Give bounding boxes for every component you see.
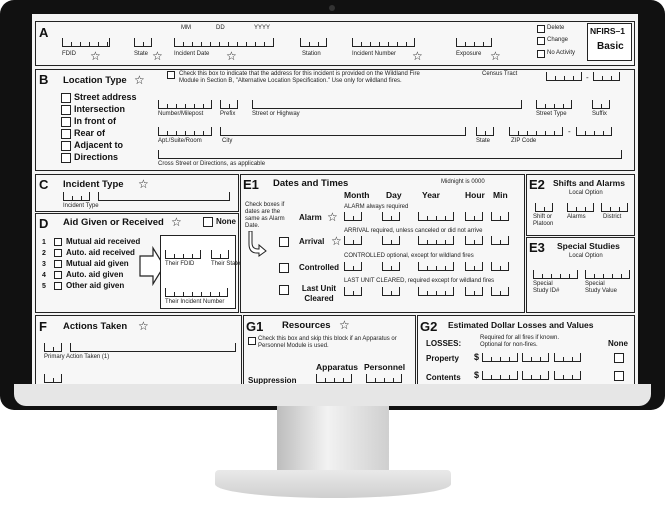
block-letter-b: B [39,72,49,87]
section-d [35,213,239,313]
alarm-note: ALARM always required [344,204,409,210]
losses-none-label: None [608,339,628,348]
section-g1 [243,315,416,384]
contents-none-checkbox[interactable] [614,371,624,381]
prefix-label: Prefix [220,111,236,117]
city-field[interactable] [220,127,466,136]
arrival-month-field[interactable] [344,236,362,245]
special-study-id-field[interactable] [533,270,578,279]
aid-none-label: None [216,217,236,226]
district-field[interactable] [601,203,628,212]
required-star-icon: ☆ [339,318,350,332]
special-local-option: Local Option [569,253,603,259]
suffix-label: Suffix [592,111,607,117]
special-study-value-label: Special Study Value [585,281,617,294]
controlled-label: Controlled [299,263,339,272]
mutual-aid-given-checkbox[interactable] [54,260,62,268]
dash-separator: - [568,127,571,136]
rear-of-checkbox[interactable] [61,129,71,139]
losses-note-1: Required for all fires if known. [480,335,560,341]
delete-label: Delete [547,25,565,31]
block-letter-c: C [39,177,49,192]
arrival-note: ARRIVAL required, unless canceled or did not arrive [344,228,483,234]
street-highway-field[interactable] [252,100,522,109]
section-e2 [526,174,635,236]
property-label: Property [426,354,459,363]
incident-date-label: Incident Date [174,51,210,57]
primary-action-label: Primary Action Taken (1) [44,354,110,360]
dd-label: DD [216,25,225,31]
required-star-icon: ☆ [134,73,145,87]
section-f [35,315,242,384]
cross-street-field[interactable] [158,150,622,159]
wildland-note-line-2: Module in Section B, "Alternative Location Specification." Use only for wildland fires. [179,78,402,84]
shift-platoon-field[interactable] [535,203,553,212]
contents-dollar-sign: $ [474,370,480,380]
property-loss-field-2[interactable] [522,353,549,362]
dollar-losses-title: Estimated Dollar Losses and Values [448,320,594,330]
cross-street-label: Cross Street or Directions, as applicable [158,161,266,167]
incident-number-label: Incident Number [352,51,397,57]
exposure-label: Exposure [456,51,482,57]
dash-separator: - [586,73,589,82]
mutual-aid-given-label: Mutual aid given [66,259,129,268]
last-unit-min-field[interactable] [491,287,509,296]
monitor-stand-base [215,470,451,498]
arrival-year-field[interactable] [418,236,454,245]
mutual-aid-received-checkbox[interactable] [54,238,62,246]
other-aid-given-checkbox[interactable] [54,282,62,290]
last-unit-month-field[interactable] [344,287,362,296]
other-aid-given-label: Other aid given [66,281,125,290]
required-star-icon: ☆ [490,49,501,63]
required-star-icon: ☆ [90,49,101,63]
block-letter-e3: E3 [529,240,545,255]
intersection-checkbox[interactable] [61,105,71,115]
location-type-rear-of: Rear of [74,128,106,138]
required-star-icon: ☆ [327,210,338,224]
arrival-same-date-checkbox[interactable] [279,237,289,247]
controlled-note: CONTROLLED optional, except for wildland fires [344,253,474,259]
contents-loss-field-1[interactable] [482,371,518,380]
alarm-year-field[interactable] [418,212,454,221]
controlled-year-field[interactable] [418,262,454,271]
alarm-month-field[interactable] [344,212,362,221]
their-state-field[interactable] [211,250,229,259]
location-type-in-front-of: In front of [74,116,116,126]
prefix-field[interactable] [220,100,238,109]
aid-num-1: 1 [42,239,46,246]
last-unit-note: LAST UNIT CLEARED, required except for wildland fires [344,278,495,284]
city-label: City [222,138,233,144]
aid-given-title: Aid Given or Received [63,217,164,228]
actions-taken-title: Actions Taken [63,321,128,332]
special-studies-title: Special Studies [557,241,620,251]
suffix-field[interactable] [592,100,610,109]
alarm-min-field[interactable] [491,212,509,221]
section-g2 [417,315,635,384]
change-checkbox[interactable] [537,37,545,45]
incident-type-title: Incident Type [63,179,124,190]
shifts-alarms-title: Shifts and Alarms [553,178,625,188]
aid-num-5: 5 [42,283,46,290]
losses-label: LOSSES: [426,339,462,348]
contents-loss-field-2[interactable] [522,371,549,380]
section-c [35,174,239,212]
aid-num-4: 4 [42,272,46,279]
dates-times-title: Dates and Times [273,178,349,189]
auto-aid-given-checkbox[interactable] [54,271,62,279]
form-id-box [587,23,632,61]
fdid-field[interactable] [62,38,110,47]
station-label: Station [302,51,321,57]
auto-aid-given-label: Auto. aid given [66,270,124,279]
personnel-col: Personnel [364,362,406,372]
delete-checkbox[interactable] [537,25,545,33]
contents-loss-field-3[interactable] [554,371,581,380]
state-b-field[interactable] [476,127,494,136]
last-unit-day-field[interactable] [382,287,400,296]
their-fdid-label: Their FDID [165,261,195,267]
special-study-value-field[interactable] [585,270,630,279]
controlled-day-field[interactable] [382,262,400,271]
auto-aid-received-label: Auto. aid received [66,248,135,257]
required-star-icon: ☆ [226,49,237,63]
zip-extension-field[interactable] [576,127,612,136]
state-b-label: State [476,138,491,144]
street-address-checkbox[interactable] [61,93,71,103]
midnight-note: Midnight is 0000 [441,179,485,185]
no-activity-label: No Activity [547,50,576,56]
shift-platoon-label: Shift or Platoon [533,214,554,227]
required-star-icon: ☆ [171,215,182,229]
street-type-field[interactable] [536,100,572,109]
alarm-label: Alarm [299,213,322,222]
block-letter-d: D [39,216,49,231]
their-state-label: Their State [211,261,241,267]
losses-note-2: Optional for non-fires. [480,342,538,348]
census-tract-field-2[interactable] [593,72,620,81]
special-study-id-label: Special Study ID# [533,281,560,294]
their-incident-number-label: Their Incident Number [165,299,225,305]
alarms-label: Alarms [567,214,586,220]
alarm-day-field[interactable] [382,212,400,221]
controlled-min-field[interactable] [491,262,509,271]
aid-none-checkbox[interactable] [203,217,213,227]
exposure-field[interactable] [456,38,492,47]
block-letter-f: F [39,319,47,334]
property-loss-field-1[interactable] [482,353,518,362]
aid-num-2: 2 [42,250,46,257]
alarm-hour-field[interactable] [465,212,483,221]
section-b [35,69,635,171]
col-month: Month [344,190,370,200]
curved-arrow-icon [247,231,267,257]
controlled-same-date-checkbox[interactable] [279,263,289,273]
required-star-icon: ☆ [138,177,149,191]
location-type-street-address: Street address [74,92,137,102]
zip-code-label: ZIP Code [511,138,537,144]
census-tract-label: Census Tract [482,71,518,77]
resources-title: Resources [282,320,331,331]
station-field[interactable] [300,38,327,47]
suppression-personnel-field[interactable] [366,374,402,383]
col-day: Day [386,190,402,200]
monitor-stand-neck [277,406,389,472]
apt-suite-label: Apt./Suite/Room [158,138,202,144]
adjacent-to-checkbox[interactable] [61,141,71,151]
last-unit-year-field[interactable] [418,287,454,296]
required-star-icon: ☆ [331,234,342,248]
property-none-checkbox[interactable] [614,353,624,363]
contents-label: Contents [426,373,461,382]
change-label: Change [547,37,569,43]
property-dollar-sign: $ [474,352,480,362]
required-star-icon: ☆ [152,49,163,63]
block-letter-g2: G2 [420,319,438,334]
block-letter-a: A [39,25,49,40]
yyyy-label: YYYY [254,25,271,31]
block-letter-e1: E1 [243,177,259,192]
required-star-icon: ☆ [138,319,149,333]
location-type-title: Location Type [63,75,127,86]
arrival-day-field[interactable] [382,236,400,245]
wildland-note-line-1: Check this box to indicate that the address for this incident is provided on the Wildland Fire [179,71,420,77]
street-type-label: Street Type [536,111,567,117]
location-type-adjacent-to: Adjacent to [74,140,124,150]
auto-aid-received-checkbox[interactable] [54,249,62,257]
number-milepost-field[interactable] [158,100,212,109]
wildland-address-checkbox[interactable] [167,71,175,79]
state-field[interactable] [134,38,152,47]
last-unit-hour-field[interactable] [465,287,483,296]
col-hour: Hour [465,190,485,200]
section-e3 [526,237,635,313]
aid-num-3: 3 [42,261,46,268]
directions-checkbox[interactable] [61,153,71,163]
their-fdid-field[interactable] [165,250,201,259]
arrival-min-field[interactable] [491,236,509,245]
suppression-apparatus-field[interactable] [316,374,352,383]
property-loss-field-3[interactable] [554,353,581,362]
skip-resources-checkbox[interactable] [248,337,256,345]
mutual-aid-received-label: Mutual aid received [66,237,141,246]
fdid-label: FDID [62,51,76,57]
section-a [35,21,635,66]
their-info-box [160,235,241,309]
zip-code-field[interactable] [509,127,563,136]
form-id: NFIRS–1 [590,26,625,36]
arrival-hour-field[interactable] [465,236,483,245]
apt-suite-field[interactable] [158,127,212,136]
skip-resources-note: Check this box and skip this block if an Apparatus or Personnel Module is used. [258,336,397,349]
nfirs-form-screen [32,14,638,384]
last-unit-same-date-checkbox[interactable] [279,285,289,295]
arrival-label: Arrival [299,237,325,246]
section-e1 [240,174,525,313]
primary-action-code-field[interactable] [44,343,62,352]
monitor-chin [14,384,651,406]
shifts-local-option: Local Option [569,190,603,196]
census-tract-field-1[interactable] [546,72,582,81]
district-label: District [603,214,622,220]
apparatus-col: Apparatus [316,362,359,372]
col-min: Min [493,190,508,200]
state-label: State [134,51,149,57]
additional-action-code-field[interactable] [44,374,62,383]
col-year: Year [422,190,440,200]
their-incident-number-field[interactable] [165,288,228,297]
mm-label: MM [181,25,191,31]
suppression-label: Suppression [248,376,297,384]
location-type-directions: Directions [74,152,119,162]
camera-icon [329,5,335,11]
block-letter-g1: G1 [246,319,264,334]
location-type-intersection: Intersection [74,104,126,114]
incident-number-field[interactable] [352,38,415,47]
alarms-field[interactable] [567,203,594,212]
required-star-icon: ☆ [412,49,423,63]
form-name: Basic [597,41,624,52]
number-milepost-label: Number/Milepost [158,111,204,117]
controlled-hour-field[interactable] [465,262,483,271]
last-unit-cleared-label: Last Unit Cleared [301,284,337,303]
same-date-note: Check boxes if dates are the same as Alarm Date. [245,202,285,229]
block-letter-e2: E2 [529,177,545,192]
incident-date-field[interactable] [174,38,274,47]
controlled-month-field[interactable] [344,262,362,271]
primary-action-description-field[interactable] [70,343,236,352]
street-highway-label: Street or Highway [252,111,300,117]
incident-type-field[interactable] [63,192,90,201]
no-activity-checkbox[interactable] [537,50,545,58]
incident-type-label: Incident Type [63,203,99,209]
in-front-of-checkbox[interactable] [61,117,71,127]
incident-type-description-field[interactable] [98,192,230,201]
